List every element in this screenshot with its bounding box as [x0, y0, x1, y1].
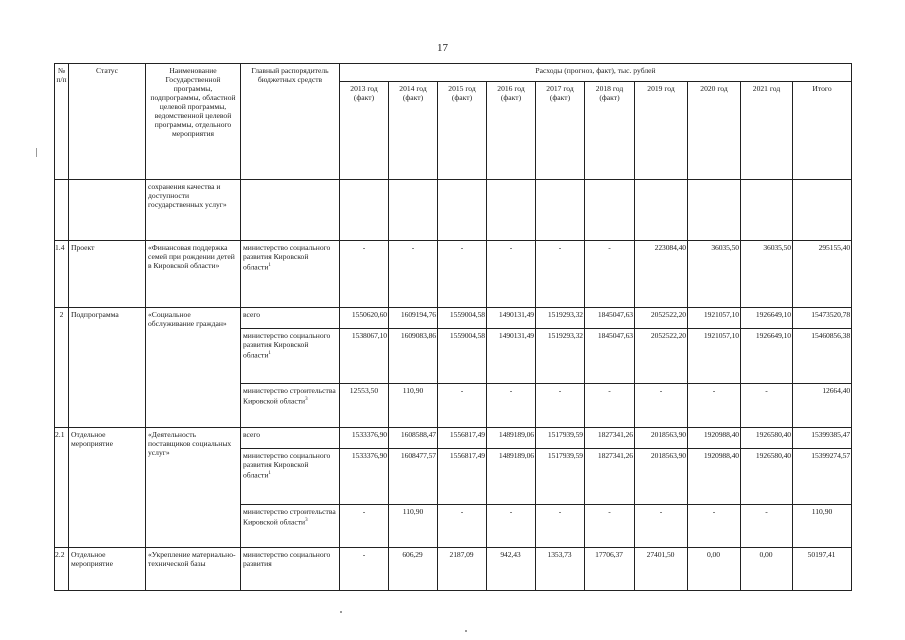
- cell-value: 110,90: [389, 384, 438, 428]
- cell-value: -: [536, 241, 585, 308]
- cell-value: 1608477,57: [389, 449, 438, 505]
- cell-value: 2018563,90: [635, 449, 688, 505]
- cell-value: 1519293,32: [536, 308, 585, 329]
- cell-value: 0,00: [688, 548, 741, 591]
- table-row: [55, 548, 852, 591]
- cell-value: 50197,41: [793, 548, 852, 591]
- cell-value: -: [585, 505, 635, 548]
- table-row: [55, 241, 852, 308]
- year-header: 2017 год (факт): [536, 82, 585, 180]
- table-row: [55, 428, 852, 449]
- year-header: 2016 год (факт): [487, 82, 536, 180]
- row-manager: всего: [241, 308, 340, 329]
- row-name: «Укрепление материально-технической базы: [146, 548, 241, 591]
- cell-value: 2052522,20: [635, 308, 688, 329]
- cell-value: 1353,73: [536, 548, 585, 591]
- cell-value: 942,43: [487, 548, 536, 591]
- row-status: Проект: [69, 241, 146, 308]
- cell-value: -: [340, 241, 389, 308]
- year-header: 2015 год (факт): [438, 82, 487, 180]
- cell-value: 1921057,10: [688, 308, 741, 329]
- table-row: [55, 308, 852, 329]
- cell-value: -: [389, 241, 438, 308]
- table-row: [55, 180, 852, 241]
- cell-value: 1609083,86: [389, 329, 438, 384]
- cell-value: 1556817,49: [438, 428, 487, 449]
- cell-value: 12553,50: [340, 384, 389, 428]
- year-header: 2013 год (факт): [340, 82, 389, 180]
- cell-value: 606,29: [389, 548, 438, 591]
- row-manager: министерство социального развития Кировской области$^1$: [241, 241, 340, 308]
- row-num: 2.1: [55, 428, 69, 548]
- cell-value: 1559004,58: [438, 308, 487, 329]
- cell-value: 1608588,47: [389, 428, 438, 449]
- cell-value: -: [438, 384, 487, 428]
- cell-value: 1533376,90: [340, 449, 389, 505]
- cell-value: 1538067,10: [340, 329, 389, 384]
- cell-value: -: [487, 505, 536, 548]
- year-header: Итого: [793, 82, 852, 180]
- header-status: Статус: [69, 64, 146, 180]
- cell-value: 1920988,40: [688, 449, 741, 505]
- cell-value: -: [688, 505, 741, 548]
- header-expenses: Расходы (прогноз, факт), тыс. рублей: [340, 64, 852, 82]
- year-header: 2018 год (факт): [585, 82, 635, 180]
- row-manager: министерство социального развития Кировской области$^1$: [241, 449, 340, 505]
- row-status: Отдельное мероприятие: [69, 428, 146, 548]
- cell-value: -: [487, 241, 536, 308]
- scan-mark: [465, 630, 467, 632]
- cell-value: -: [688, 384, 741, 428]
- cell-value: 223084,40: [635, 241, 688, 308]
- year-header: 2014 год (факт): [389, 82, 438, 180]
- cell-value: -: [536, 505, 585, 548]
- cell-value: 1926580,40: [741, 449, 793, 505]
- row-name: «Финансовая поддержка семей при рождении детей в Кировской области»: [146, 241, 241, 308]
- cell-value: 1559004,58: [438, 329, 487, 384]
- cell-value: -: [487, 384, 536, 428]
- cell-value: -: [536, 384, 585, 428]
- year-header: 2020 год: [688, 82, 741, 180]
- header-num: № п/п: [55, 64, 69, 180]
- cell-value: 27401,50: [635, 548, 688, 591]
- header-name: Наименование Государственной программы, подпрограммы, областной целевой программы, ведомственной целевой программы, отдельного мероприятия: [146, 64, 241, 180]
- cell-value: 1926649,10: [741, 329, 793, 384]
- row-name: «Социальное обслуживание граждан»: [146, 308, 241, 428]
- expenses-table: [54, 63, 852, 591]
- cell-value: 36035,50: [741, 241, 793, 308]
- row-status: Отдельное мероприятие: [69, 548, 146, 591]
- cell-value: 2018563,90: [635, 428, 688, 449]
- cell-value: -: [741, 505, 793, 548]
- cell-value: -: [340, 505, 389, 548]
- cell-value: 110,90: [389, 505, 438, 548]
- cell-value: -: [438, 505, 487, 548]
- cell-value: 1489189,06: [487, 449, 536, 505]
- row-name: сохранения качества и доступности государственных услуг»: [146, 180, 241, 241]
- cell-value: 15473520,78: [793, 308, 852, 329]
- cell-value: 1609194,76: [389, 308, 438, 329]
- cell-value: 2187,09: [438, 548, 487, 591]
- cell-value: 1845047,63: [585, 329, 635, 384]
- cell-value: 110,90: [793, 505, 852, 548]
- cell-value: 1845047,63: [585, 308, 635, 329]
- row-manager: министерство строительства Кировской области$^3$: [241, 505, 340, 548]
- cell-value: 1556817,49: [438, 449, 487, 505]
- cell-value: 0,00: [741, 548, 793, 591]
- row-name: «Деятельность поставщиков социальных услуг»: [146, 428, 241, 548]
- cell-value: -: [635, 505, 688, 548]
- cell-value: 1519293,32: [536, 329, 585, 384]
- cell-value: 1490131,49: [487, 308, 536, 329]
- cell-value: 1517939,59: [536, 428, 585, 449]
- cell-value: 1533376,90: [340, 428, 389, 449]
- cell-value: 1921057,10: [688, 329, 741, 384]
- cell-value: 295155,40: [793, 241, 852, 308]
- cell-value: 12664,40: [793, 384, 852, 428]
- cell-value: 1517939,59: [536, 449, 585, 505]
- row-num: 1.4: [55, 241, 69, 308]
- header-row: [55, 64, 852, 82]
- cell-value: 1490131,49: [487, 329, 536, 384]
- cell-value: -: [585, 241, 635, 308]
- row-manager: министерство строительства Кировской области$^3$: [241, 384, 340, 428]
- cell-value: 17706,37: [585, 548, 635, 591]
- year-header: 2019 год: [635, 82, 688, 180]
- header-manager: Главный распорядитель бюджетных средств: [241, 64, 340, 180]
- cell-value: 1926580,40: [741, 428, 793, 449]
- row-manager: министерство социального развития Кировской области$^1$: [241, 329, 340, 384]
- cell-value: -: [741, 384, 793, 428]
- cell-value: -: [340, 548, 389, 591]
- cell-value: -: [438, 241, 487, 308]
- cell-value: 1926649,10: [741, 308, 793, 329]
- row-manager: всего: [241, 428, 340, 449]
- cell-value: 1920988,40: [688, 428, 741, 449]
- cell-value: 36035,50: [688, 241, 741, 308]
- row-num: 2: [55, 308, 69, 428]
- year-header: 2021 год: [741, 82, 793, 180]
- page-number: 17: [437, 42, 448, 54]
- row-manager: министерство социального развития: [241, 548, 340, 591]
- cell-value: 15460856,38: [793, 329, 852, 384]
- row-status: Подпрограмма: [69, 308, 146, 428]
- scan-mark: [340, 611, 342, 613]
- cell-value: -: [585, 384, 635, 428]
- scan-mark: [36, 148, 37, 157]
- cell-value: 15399385,47: [793, 428, 852, 449]
- cell-value: 1827341,26: [585, 428, 635, 449]
- row-num: 2.2: [55, 548, 69, 591]
- cell-value: 1489189,06: [487, 428, 536, 449]
- cell-value: -: [635, 384, 688, 428]
- cell-value: 2052522,20: [635, 329, 688, 384]
- cell-value: 1827341,26: [585, 449, 635, 505]
- cell-value: 15399274,57: [793, 449, 852, 505]
- cell-value: 1550620,60: [340, 308, 389, 329]
